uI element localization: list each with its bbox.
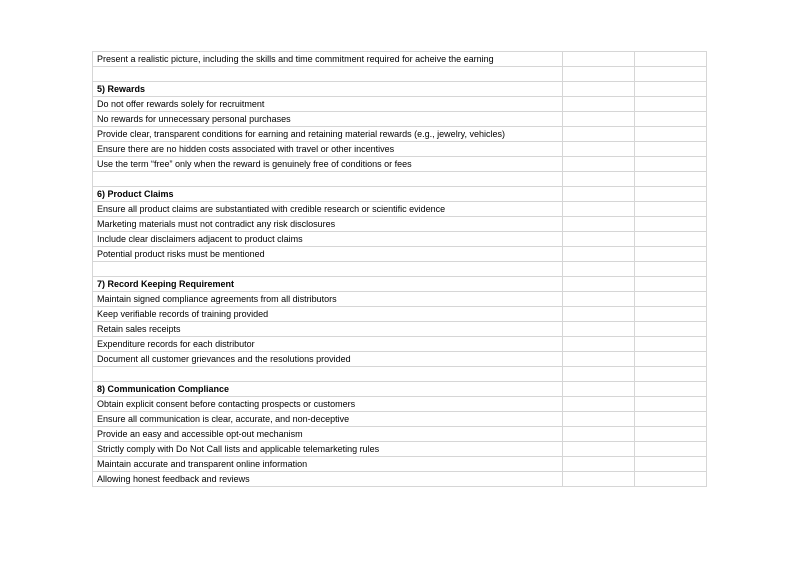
checklist-item-text: Present a realistic picture, including the skills and time commitment required for acheive the earning: [93, 52, 563, 67]
checklist-item-text: Ensure all communication is clear, accurate, and non-deceptive: [93, 412, 563, 427]
checklist-item-text: Obtain explicit consent before contacting prospects or customers: [93, 397, 563, 412]
checklist-item-text: No rewards for unnecessary personal purchases: [93, 112, 563, 127]
checklist-body: [93, 52, 707, 487]
checklist-item-text: [93, 367, 563, 382]
checklist-row: [93, 247, 707, 262]
checklist-row: [93, 412, 707, 427]
status-cell: [563, 82, 635, 97]
checklist-row: [93, 472, 707, 487]
spacer-row: [93, 67, 707, 82]
checklist-row: [93, 427, 707, 442]
checklist-item-text: [93, 172, 563, 187]
status-cell: [563, 202, 635, 217]
spacer-row: [93, 367, 707, 382]
checklist-row: [93, 202, 707, 217]
section-heading-row: [93, 187, 707, 202]
remarks-cell: [635, 442, 707, 457]
remarks-cell: [635, 472, 707, 487]
remarks-cell: [635, 217, 707, 232]
status-cell: [563, 67, 635, 82]
spacer-row: [93, 172, 707, 187]
status-cell: [563, 427, 635, 442]
status-cell: [563, 382, 635, 397]
checklist-row: [93, 352, 707, 367]
remarks-cell: [635, 427, 707, 442]
checklist-row: [93, 112, 707, 127]
remarks-cell: [635, 67, 707, 82]
checklist-row: [93, 442, 707, 457]
checklist-item-text: Keep verifiable records of training provided: [93, 307, 563, 322]
status-cell: [563, 232, 635, 247]
checklist-row: [93, 397, 707, 412]
status-cell: [563, 367, 635, 382]
checklist-item-text: Maintain signed compliance agreements from all distributors: [93, 292, 563, 307]
checklist-row: [93, 52, 707, 67]
remarks-cell: [635, 262, 707, 277]
checklist-row: [93, 292, 707, 307]
remarks-cell: [635, 127, 707, 142]
checklist-item-text: [93, 67, 563, 82]
checklist-item-text: Document all customer grievances and the resolutions provided: [93, 352, 563, 367]
remarks-cell: [635, 247, 707, 262]
status-cell: [563, 97, 635, 112]
remarks-cell: [635, 352, 707, 367]
checklist-row: [93, 142, 707, 157]
remarks-cell: [635, 172, 707, 187]
remarks-cell: [635, 157, 707, 172]
remarks-cell: [635, 457, 707, 472]
spacer-row: [93, 262, 707, 277]
checklist-row: [93, 322, 707, 337]
remarks-cell: [635, 82, 707, 97]
section-heading-row: [93, 382, 707, 397]
status-cell: [563, 247, 635, 262]
remarks-cell: [635, 322, 707, 337]
status-cell: [563, 442, 635, 457]
checklist-row: [93, 217, 707, 232]
checklist-item-text: Marketing materials must not contradict any risk disclosures: [93, 217, 563, 232]
status-cell: [563, 157, 635, 172]
status-cell: [563, 52, 635, 67]
checklist-item-text: Strictly comply with Do Not Call lists and applicable telemarketing rules: [93, 442, 563, 457]
checklist-item-text: Use the term “free” only when the reward is genuinely free of conditions or fees: [93, 157, 563, 172]
checklist-item-text: Retain sales receipts: [93, 322, 563, 337]
status-cell: [563, 397, 635, 412]
checklist-item-text: Include clear disclaimers adjacent to product claims: [93, 232, 563, 247]
status-cell: [563, 262, 635, 277]
checklist-item-text: Potential product risks must be mentioned: [93, 247, 563, 262]
checklist-row: [93, 457, 707, 472]
section-heading: 5) Rewards: [93, 82, 563, 97]
status-cell: [563, 217, 635, 232]
remarks-cell: [635, 97, 707, 112]
remarks-cell: [635, 382, 707, 397]
remarks-cell: [635, 292, 707, 307]
remarks-cell: [635, 142, 707, 157]
section-heading-row: [93, 277, 707, 292]
status-cell: [563, 412, 635, 427]
checklist-item-text: Allowing honest feedback and reviews: [93, 472, 563, 487]
checklist-item-text: [93, 262, 563, 277]
status-cell: [563, 472, 635, 487]
checklist-item-text: Expenditure records for each distributor: [93, 337, 563, 352]
remarks-cell: [635, 367, 707, 382]
status-cell: [563, 322, 635, 337]
checklist-item-text: Ensure there are no hidden costs associated with travel or other incentives: [93, 142, 563, 157]
status-cell: [563, 307, 635, 322]
remarks-cell: [635, 112, 707, 127]
status-cell: [563, 112, 635, 127]
status-cell: [563, 277, 635, 292]
checklist-row: [93, 307, 707, 322]
status-cell: [563, 142, 635, 157]
checklist-item-text: Ensure all product claims are substantiated with credible research or scientific evidence: [93, 202, 563, 217]
remarks-cell: [635, 52, 707, 67]
status-cell: [563, 352, 635, 367]
section-heading: 7) Record Keeping Requirement: [93, 277, 563, 292]
remarks-cell: [635, 202, 707, 217]
remarks-cell: [635, 337, 707, 352]
remarks-cell: [635, 397, 707, 412]
checklist-row: [93, 337, 707, 352]
checklist-row: [93, 232, 707, 247]
compliance-checklist-table: [92, 51, 707, 487]
status-cell: [563, 172, 635, 187]
status-cell: [563, 127, 635, 142]
remarks-cell: [635, 412, 707, 427]
remarks-cell: [635, 277, 707, 292]
checklist-row: [93, 97, 707, 112]
section-heading: 8) Communication Compliance: [93, 382, 563, 397]
status-cell: [563, 292, 635, 307]
status-cell: [563, 457, 635, 472]
checklist-item-text: Provide an easy and accessible opt-out mechanism: [93, 427, 563, 442]
checklist-item-text: Maintain accurate and transparent online information: [93, 457, 563, 472]
status-cell: [563, 187, 635, 202]
remarks-cell: [635, 307, 707, 322]
remarks-cell: [635, 232, 707, 247]
checklist-row: [93, 157, 707, 172]
section-heading-row: [93, 82, 707, 97]
checklist-item-text: Do not offer rewards solely for recruitment: [93, 97, 563, 112]
checklist-item-text: Provide clear, transparent conditions for earning and retaining material rewards (e.g., jewelry, vehicles): [93, 127, 563, 142]
status-cell: [563, 337, 635, 352]
section-heading: 6) Product Claims: [93, 187, 563, 202]
remarks-cell: [635, 187, 707, 202]
checklist-row: [93, 127, 707, 142]
